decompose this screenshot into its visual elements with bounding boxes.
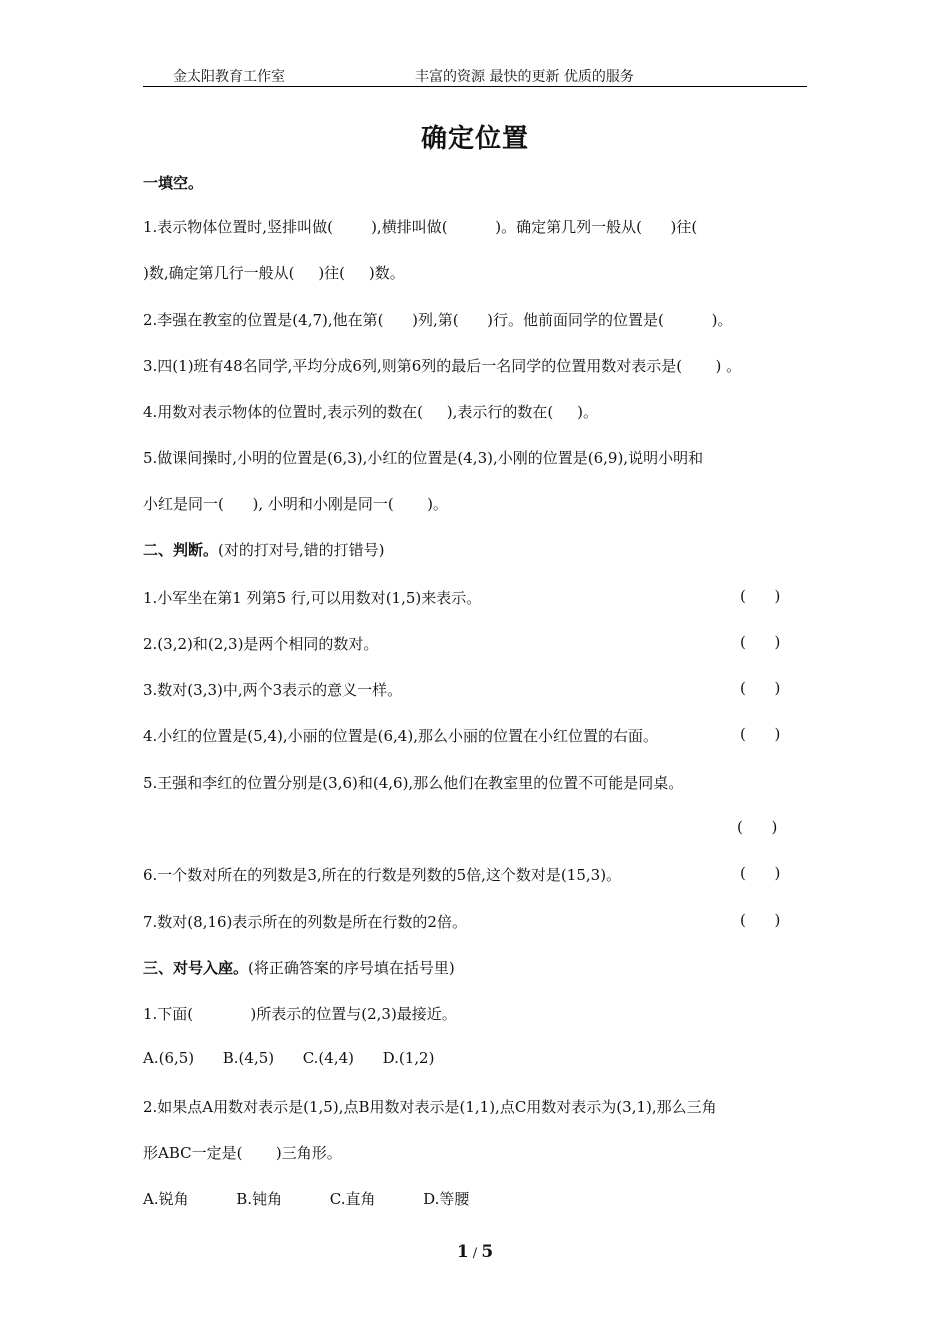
- fill-question-4: 4.用数对表示物体的位置时,表示列的数在( ),表示行的数在( )。: [143, 403, 598, 421]
- answer-blank: ( ): [737, 818, 778, 836]
- choice-question-2a: 2.如果点A用数对表示是(1,5),点B用数对表示是(1,1),点C用数对表示为(3,1),那么三角: [143, 1098, 717, 1116]
- fill-question-1b: )数,确定第几行一般从( )往( )数。: [143, 264, 405, 282]
- judge-item: 3.数对(3,3)中,两个3表示的意义一样。: [143, 681, 403, 699]
- answer-blank: ( ): [740, 725, 781, 743]
- fill-question-5a: 5.做课间操时,小明的位置是(6,3),小红的位置是(4,3),小刚的位置是(6,9),说明小明和: [143, 449, 704, 467]
- section1-heading: 一填空。: [143, 174, 204, 192]
- page-separator: /: [468, 1246, 482, 1261]
- judge-item: 6.一个数对所在的列数是3,所在的行数是列数的5倍,这个数对是(15,3)。: [143, 866, 622, 884]
- header-studio-name: 金太阳教育工作室: [173, 69, 285, 85]
- answer-blank: ( ): [740, 911, 781, 929]
- page-header: [143, 66, 807, 87]
- judge-item: 2.(3,2)和(2,3)是两个相同的数对。: [143, 635, 379, 653]
- judge-item: 5.王强和李红的位置分别是(3,6)和(4,6),那么他们在教室里的位置不可能是同桌。: [143, 774, 684, 792]
- page-title: 确定位置: [420, 124, 529, 154]
- section3-heading: 三、对号入座。: [143, 959, 249, 977]
- fill-question-2: 2.李强在教室的位置是(4,7),他在第( )列,第( )行。他前面同学的位置是( )。: [143, 311, 733, 329]
- choice-question-2b: 形ABC一定是( )三角形。: [143, 1144, 342, 1162]
- answer-blank: ( ): [740, 587, 781, 605]
- judge-item: 4.小红的位置是(5,4),小丽的位置是(6,4),那么小丽的位置在小红位置的右面。: [143, 727, 658, 745]
- choice-question-2-options: A.锐角 B.钝角 C.直角 D.等腰: [143, 1190, 470, 1208]
- answer-blank: ( ): [740, 679, 781, 697]
- section3-heading-line: [143, 957, 455, 978]
- page-number: [0, 1242, 950, 1262]
- judge-item: 1.小军坐在第1 列第5 行,可以用数对(1,5)来表示。: [143, 589, 482, 607]
- answer-blank: ( ): [740, 633, 781, 651]
- section2-heading: 二、判断。: [143, 541, 219, 559]
- section2-note: (对的打对号,错的打错号): [218, 541, 385, 559]
- header-slogan: 丰富的资源 最快的更新 优质的服务: [415, 69, 634, 85]
- page-total: 5: [481, 1242, 494, 1262]
- section3-note: (将正确答案的序号填在括号里): [248, 959, 455, 977]
- fill-question-5b: 小红是同一( ), 小明和小刚是同一( )。: [143, 495, 448, 513]
- section2-heading-line: [143, 539, 385, 560]
- choice-question-1: 1.下面( )所表示的位置与(2,3)最接近。: [143, 1005, 457, 1023]
- answer-blank: ( ): [740, 864, 781, 882]
- fill-question-3: 3.四(1)班有48名同学,平均分成6列,则第6列的最后一名同学的位置用数对表示是( ) 。: [143, 357, 742, 375]
- judge-item: 7.数对(8,16)表示所在的列数是所在行数的2倍。: [143, 913, 467, 931]
- choice-question-1-options: A.(6,5) B.(4,5) C.(4,4) D.(1,2): [143, 1049, 435, 1067]
- fill-question-1a: 1.表示物体位置时,竖排叫做( ),横排叫做( )。确定第几列一般从( )往(: [143, 218, 698, 236]
- page-current: 1: [456, 1242, 469, 1262]
